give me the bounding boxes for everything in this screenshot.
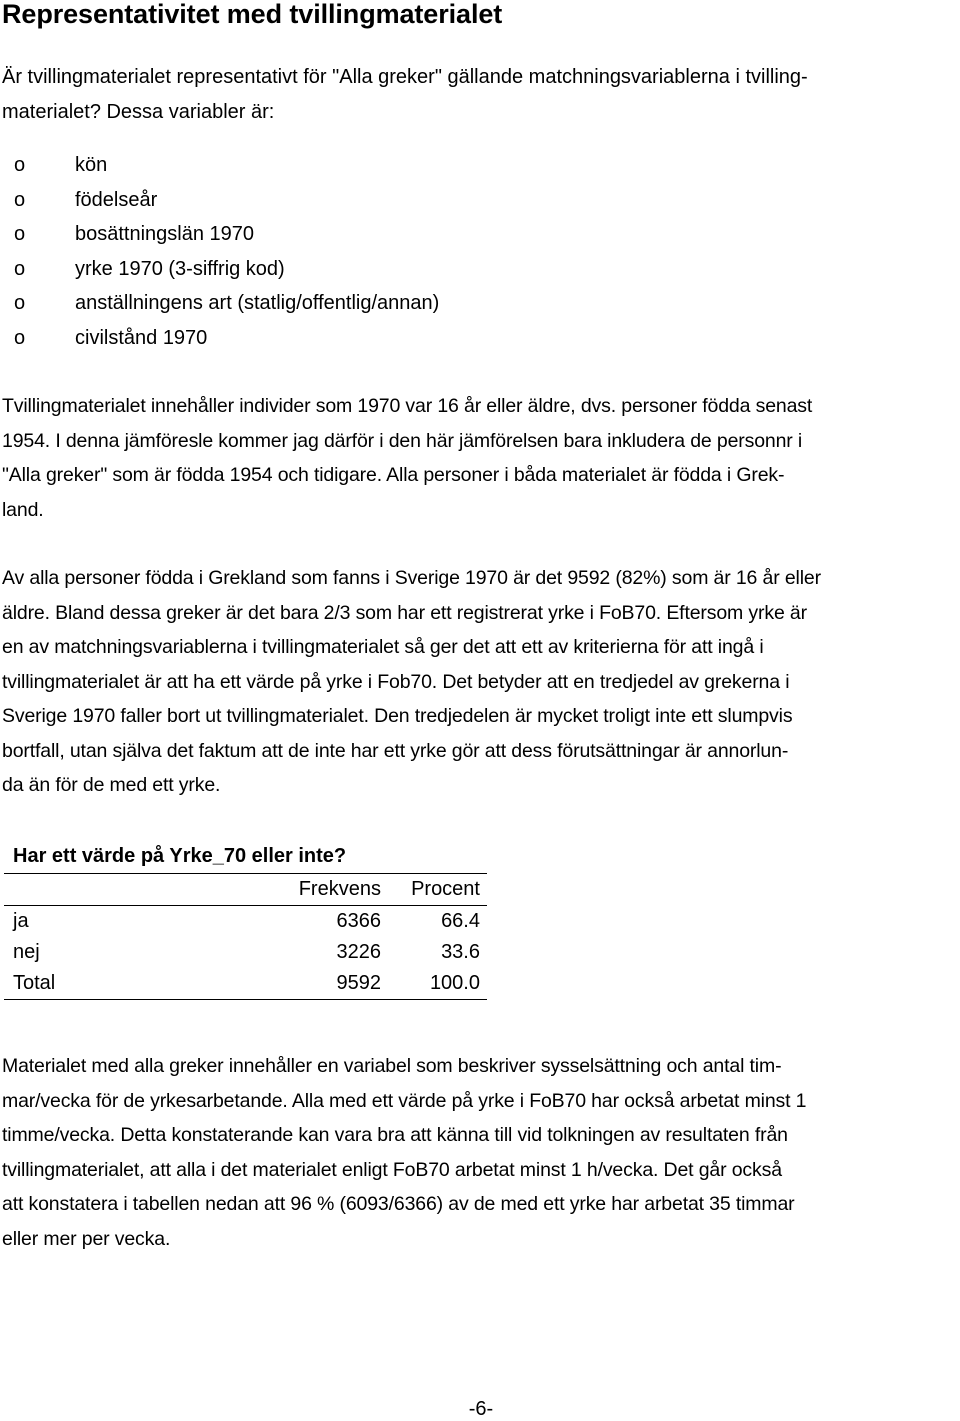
list-item: [14, 217, 439, 252]
text-line: Materialet med alla greker innehåller en variabel som beskriver sysselsättning och antal tim-: [2, 1055, 782, 1077]
column-header: [4, 874, 160, 906]
table-title: Har ett värde på Yrke_70 eller inte?: [13, 845, 347, 867]
list-item-label: civilstånd 1970: [75, 326, 208, 349]
text-line: en av matchningsvariablerna i tvillingmaterialet så ger det att ett av kriterierna för att ingå i: [2, 636, 764, 658]
cell-frekvens: 3226: [336, 941, 381, 963]
bullet-marker: o: [14, 188, 26, 211]
text-line: eller mer per vecka.: [2, 1227, 171, 1250]
text-line: Av alla personer födda i Grekland som fanns i Sverige 1970 är det 9592 (82%) som är 16 år eller: [2, 567, 821, 589]
text-line: land.: [2, 498, 44, 521]
paragraph-employment: [2, 1049, 952, 1256]
text-line: Sverige 1970 faller bort ut tvillingmaterialet. Den tredjedelen är mycket troligt inte ett slumpvis: [2, 705, 793, 727]
list-item: [14, 183, 439, 218]
text-line: "Alla greker" som är födda 1954 och tidigare. Alla personer i båda materialet är födda i Grek-: [2, 464, 785, 486]
bullet-marker: o: [14, 223, 26, 245]
row-label: nej: [13, 941, 40, 963]
list-item-label: anställningens art (statlig/offentlig/annan): [75, 292, 440, 314]
column-header-frekvens: Frekvens: [160, 874, 381, 906]
row-label: ja: [13, 910, 29, 932]
bullet-marker: o: [14, 154, 26, 176]
page-footer: [0, 1397, 960, 1421]
text-line: timme/vecka. Detta konstaterande kan vara bra att känna till vid tolkningen av resultaten från: [2, 1124, 788, 1146]
table-row: [4, 906, 487, 938]
text-line: bortfall, utan själva det faktum att de inte har ett yrke gör att dess förutsättningar är annorlun-: [2, 739, 789, 762]
list-item-label: bosättningslän 1970: [75, 223, 255, 245]
intro-line: Är tvillingmaterialet representativt för "Alla greker" gällande matchningsvariablerna i tvilling-: [2, 66, 808, 88]
variable-list: [14, 148, 439, 355]
text-line: tvillingmaterialet, att alla i det materialet enligt FoB70 arbetat minst 1 h/vecka. Det går också: [2, 1158, 782, 1181]
frequency-table: [4, 873, 487, 1000]
table-header-row: [4, 874, 487, 906]
text-line: äldre. Bland dessa greker är det bara 2/3 som har ett registrerat yrke i FoB70. Eftersom yrke är: [2, 601, 807, 624]
page-heading: Representativitet med tvillingmaterialet: [2, 0, 503, 29]
list-item: [14, 321, 439, 356]
text-line: da än för de med ett yrke.: [2, 774, 221, 796]
text-line: mar/vecka för de yrkesarbetande. Alla med ett värde på yrke i FoB70 har också arbetat minst 1: [2, 1089, 807, 1112]
intro-line: materialet? Dessa variabler är:: [2, 100, 275, 123]
bullet-marker: o: [14, 292, 26, 314]
cell-procent: 33.6: [441, 941, 480, 963]
list-item-label: födelseår: [75, 188, 158, 211]
frequency-table-block: [4, 840, 487, 1000]
bullet-marker: o: [14, 257, 26, 280]
column-header-procent: Procent: [381, 874, 487, 906]
text-line: att konstatera i tabellen nedan att 96 % (6093/6366) av de med ett yrke har arbetat 35 timmar: [2, 1193, 795, 1215]
intro-paragraph: [2, 60, 952, 129]
cell-procent: 100.0: [429, 972, 480, 994]
list-item: [14, 286, 439, 321]
table-row-total: [4, 968, 487, 1000]
list-item-label: yrke 1970 (3-siffrig kod): [75, 257, 285, 280]
cell-frekvens: 6366: [336, 910, 381, 932]
row-label: Total: [13, 972, 56, 994]
list-item: [14, 252, 439, 287]
bullet-marker: o: [14, 326, 26, 349]
paragraph-occupation: [2, 561, 952, 803]
text-line: tvillingmaterialet är att ha ett värde på yrke i Fob70. Det betyder att en tredjedel av grekerna i: [2, 670, 790, 693]
cell-frekvens: 9592: [336, 972, 381, 994]
paragraph-age-criteria: [2, 389, 952, 527]
page-number: -6-: [468, 1398, 494, 1420]
cell-procent: 66.4: [441, 910, 480, 932]
text-line: 1954. I denna jämföresle kommer jag därför i den här jämförelsen bara inkludera de personnr i: [2, 429, 803, 452]
list-item: [14, 148, 439, 183]
table-row: [4, 937, 487, 968]
text-line: Tvillingmaterialet innehåller individer som 1970 var 16 år eller äldre, dvs. personer födda senast: [2, 395, 813, 417]
list-item-label: kön: [75, 154, 108, 176]
